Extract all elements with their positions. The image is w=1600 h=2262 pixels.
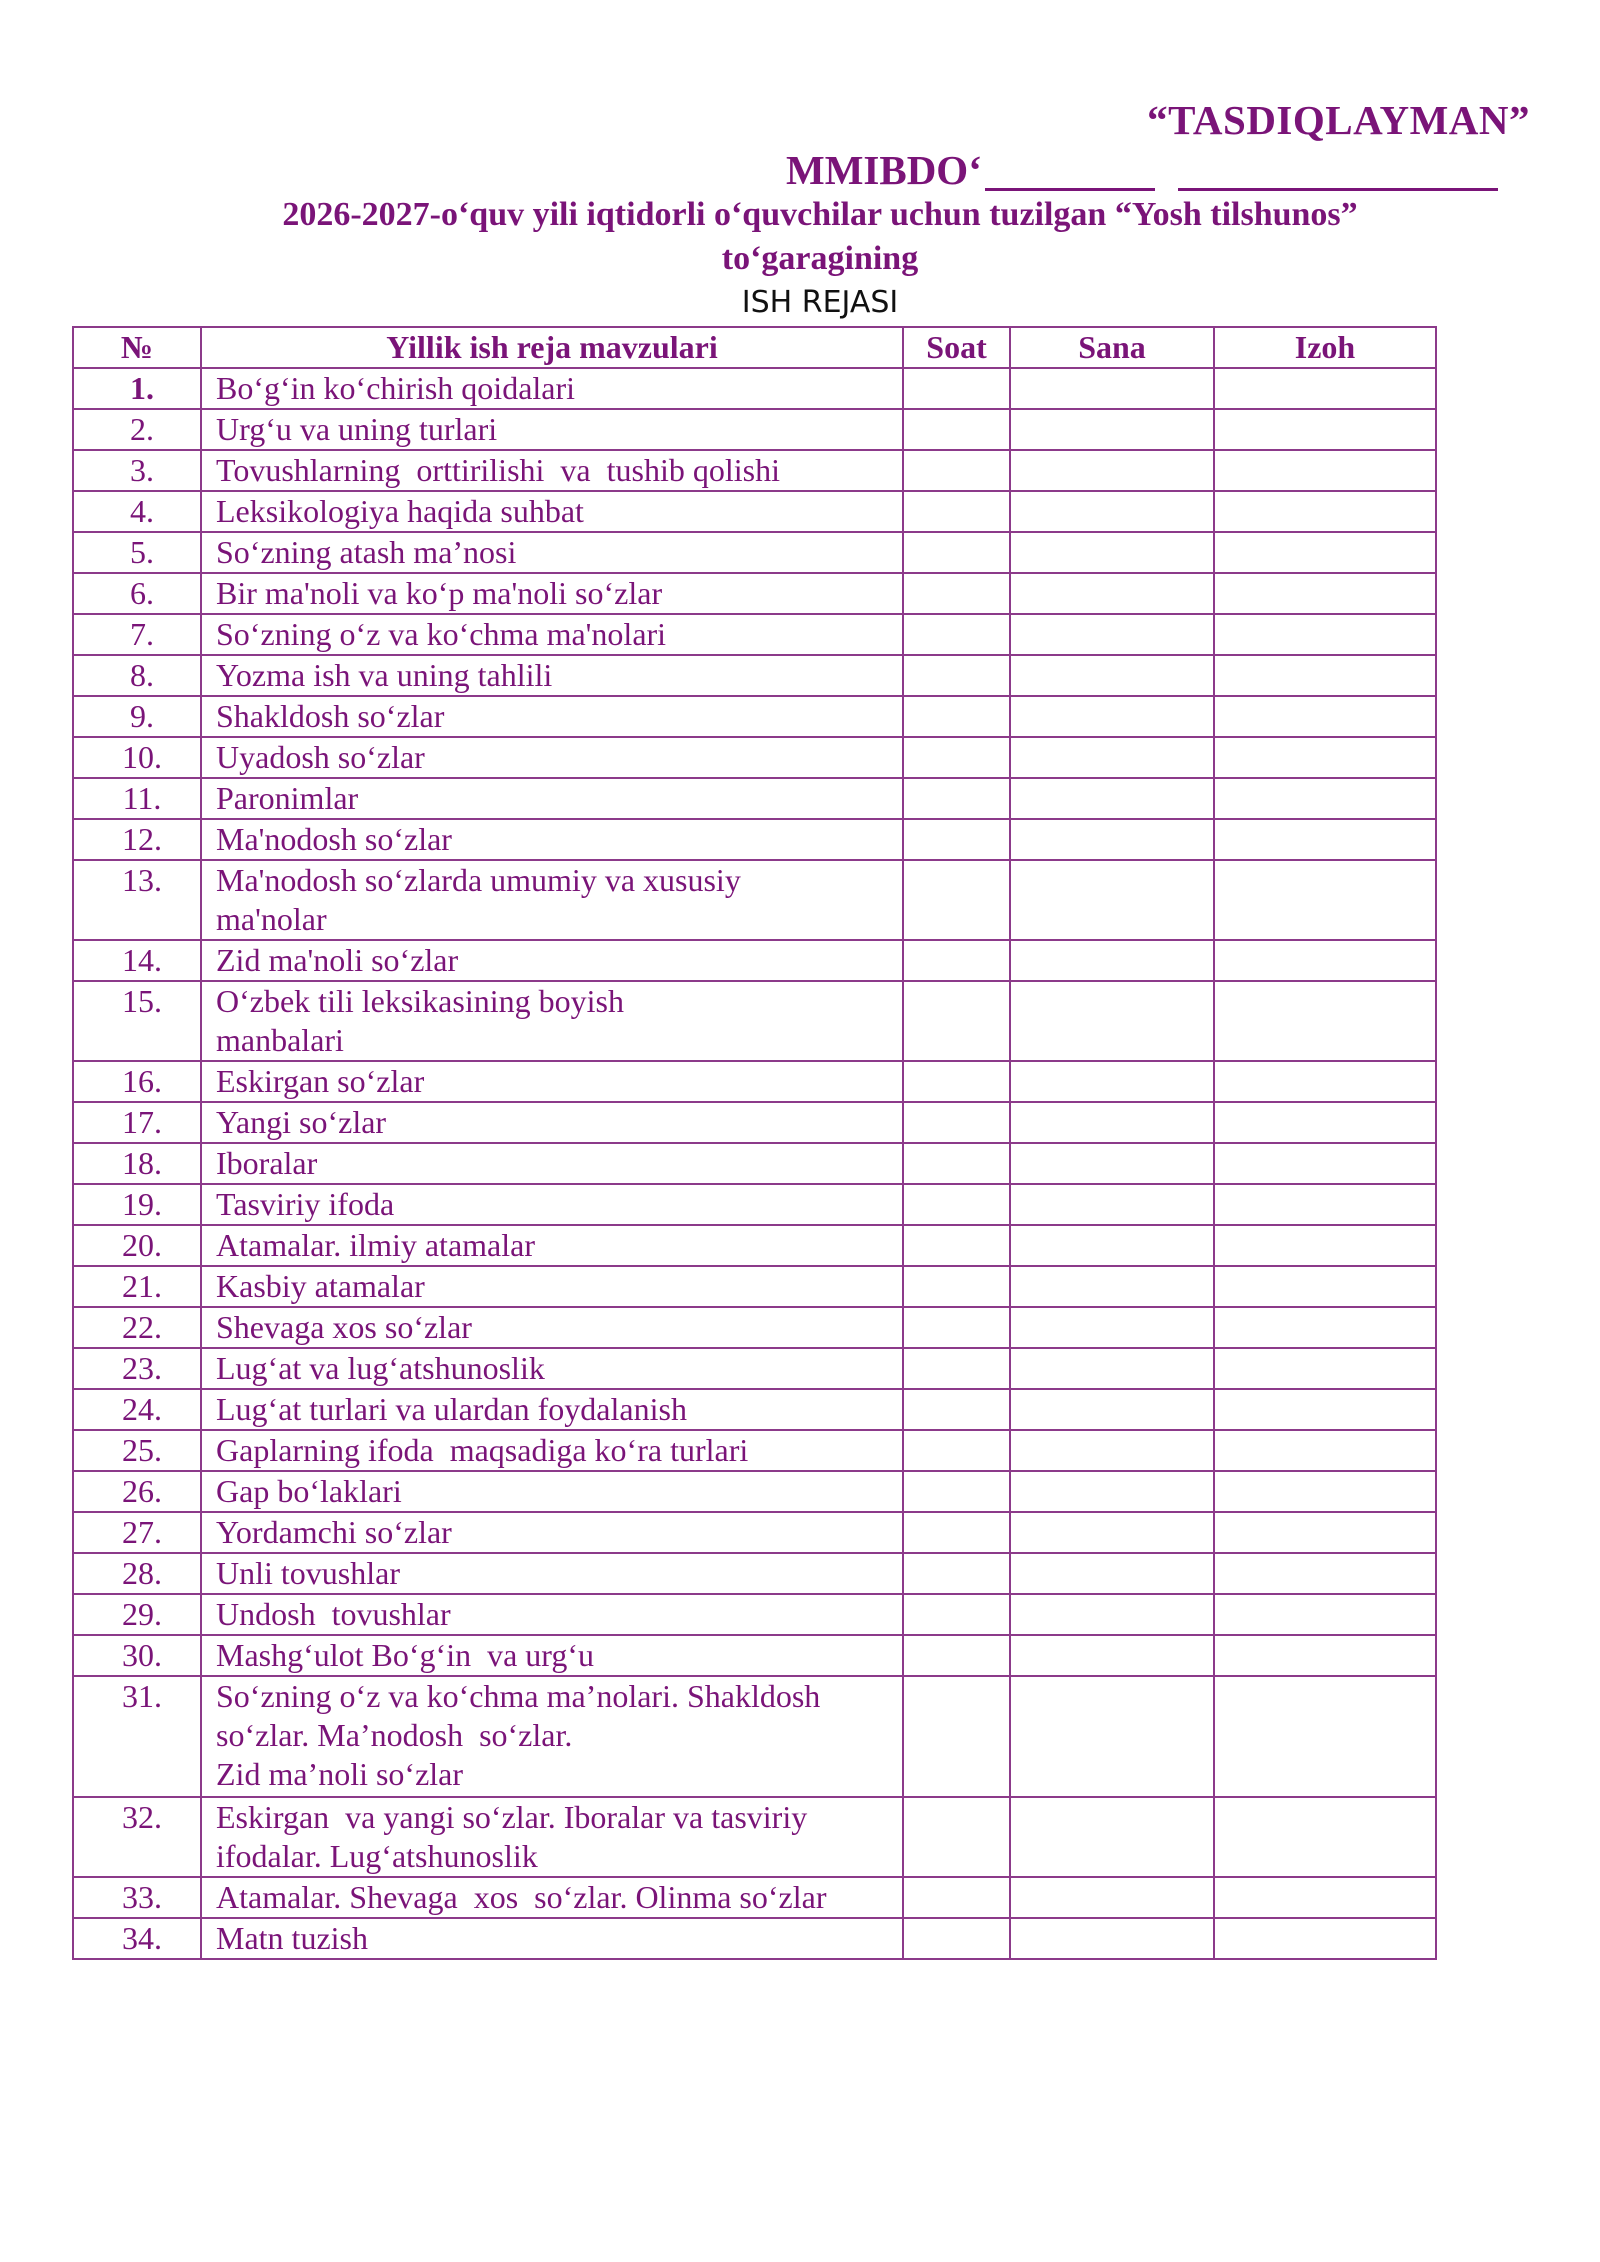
row-number: 8. [73,655,201,696]
table-row [73,1471,1436,1512]
topic-line: O‘zbek tili leksikasining boyish [216,983,624,1019]
hours-cell [903,614,1010,655]
row-number: 29. [73,1594,201,1635]
row-topic [201,1918,903,1959]
hours-cell [903,1553,1010,1594]
topic-line: So‘zning o‘z va ko‘chma ma’nolari. Shakldosh [216,1678,821,1714]
row-topic [201,1307,903,1348]
notes-cell [1214,1471,1436,1512]
row-topic [201,860,903,940]
row-topic [201,696,903,737]
date-cell [1010,1184,1214,1225]
notes-cell [1214,860,1436,940]
date-cell [1010,491,1214,532]
topic-line: ma'nolar [216,901,327,937]
hours-cell [903,981,1010,1061]
director-label: MMIBDO‘ [786,147,982,193]
notes-cell [1214,778,1436,819]
row-number: 19. [73,1184,201,1225]
date-cell [1010,1877,1214,1918]
date-cell [1010,819,1214,860]
date-cell [1010,778,1214,819]
hours-cell [903,1348,1010,1389]
table-row [73,1102,1436,1143]
topic-line: Matn tuzish [216,1920,368,1956]
date-cell [1010,1307,1214,1348]
row-number: 12. [73,819,201,860]
hours-cell [903,1266,1010,1307]
table-body [73,368,1436,1959]
date-cell [1010,1797,1214,1877]
topic-line: Ma'nodosh so‘zlar [216,821,452,857]
hours-cell [903,819,1010,860]
row-topic [201,1594,903,1635]
hours-cell [903,1471,1010,1512]
document-heading [140,193,1500,281]
hours-cell [903,1635,1010,1676]
row-topic [201,655,903,696]
date-cell [1010,532,1214,573]
row-topic [201,1225,903,1266]
row-topic [201,1797,903,1877]
row-number: 11. [73,778,201,819]
date-cell [1010,860,1214,940]
heading-line-2: to‘garagining [721,240,919,277]
notes-cell [1214,1184,1436,1225]
date-cell [1010,1471,1214,1512]
table-row [73,940,1436,981]
row-number: 4. [73,491,201,532]
table-row [73,1797,1436,1877]
date-cell [1010,1676,1214,1797]
topic-line: manbalari [216,1022,344,1058]
column-header-notes: Izoh [1214,327,1436,368]
notes-cell [1214,1877,1436,1918]
hours-cell [903,1430,1010,1471]
topic-line: Yangi so‘zlar [216,1104,387,1140]
row-number: 17. [73,1102,201,1143]
topic-line: ifodalar. Lug‘atshunoslik [216,1838,538,1874]
row-number: 1. [73,368,201,409]
hours-cell [903,737,1010,778]
table-row [73,1266,1436,1307]
approval-stamp-text: “TASDIQLAYMAN” [1147,97,1530,143]
table-row [73,1389,1436,1430]
row-topic [201,491,903,532]
table-row [73,1430,1436,1471]
notes-cell [1214,1594,1436,1635]
row-number: 31. [73,1676,201,1797]
hours-cell [903,1102,1010,1143]
row-number: 34. [73,1918,201,1959]
table-row [73,655,1436,696]
notes-cell [1214,940,1436,981]
topic-line: Lug‘at va lug‘atshunoslik [216,1350,545,1386]
hours-cell [903,1143,1010,1184]
notes-cell [1214,573,1436,614]
row-topic [201,1143,903,1184]
notes-cell [1214,1635,1436,1676]
topic-line: Mashg‘ulot Bo‘g‘in va urg‘u [216,1637,595,1673]
row-number: 16. [73,1061,201,1102]
hours-cell [903,532,1010,573]
row-topic [201,573,903,614]
topic-line: Urg‘u va uning turlari [216,411,498,447]
row-topic [201,368,903,409]
row-number: 24. [73,1389,201,1430]
row-topic [201,981,903,1061]
row-number: 26. [73,1471,201,1512]
topic-line: Paronimlar [216,780,359,816]
notes-cell [1214,1348,1436,1389]
notes-cell [1214,737,1436,778]
table-row [73,1877,1436,1918]
row-topic [201,532,903,573]
topic-line: Uyadosh so‘zlar [216,739,425,775]
topic-line: Yordamchi so‘zlar [216,1514,452,1550]
row-number: 13. [73,860,201,940]
table-row [73,532,1436,573]
date-cell [1010,940,1214,981]
notes-cell [1214,450,1436,491]
table-row [73,1594,1436,1635]
row-number: 28. [73,1553,201,1594]
date-cell [1010,655,1214,696]
table-row [73,1553,1436,1594]
row-topic [201,1266,903,1307]
topic-line: Kasbiy atamalar [216,1268,425,1304]
row-number: 32. [73,1797,201,1877]
topic-line: Tasviriy ifoda [216,1186,395,1222]
topic-line: Gap bo‘laklari [216,1473,402,1509]
date-cell [1010,1430,1214,1471]
topic-line: Bo‘g‘in ko‘chirish qoidalari [216,370,576,406]
table-row [73,614,1436,655]
topic-line: Zid ma'noli so‘zlar [216,942,459,978]
row-topic [201,737,903,778]
date-cell [1010,1102,1214,1143]
date-cell [1010,981,1214,1061]
row-number: 14. [73,940,201,981]
notes-cell [1214,1553,1436,1594]
row-number: 10. [73,737,201,778]
notes-cell [1214,1918,1436,1959]
notes-cell [1214,409,1436,450]
row-number: 7. [73,614,201,655]
row-number: 15. [73,981,201,1061]
row-topic [201,940,903,981]
table-row [73,1143,1436,1184]
hours-cell [903,1184,1010,1225]
notes-cell [1214,1307,1436,1348]
notes-cell [1214,1061,1436,1102]
topic-line: Ma'nodosh so‘zlarda umumiy va xususiy [216,862,741,898]
topic-line: Undosh tovushlar [216,1596,451,1632]
date-cell [1010,409,1214,450]
topic-line: Lug‘at turlari va ulardan foydalanish [216,1391,687,1427]
table-row [73,1348,1436,1389]
hours-cell [903,1797,1010,1877]
notes-cell [1214,1430,1436,1471]
row-number: 25. [73,1430,201,1471]
notes-cell [1214,1143,1436,1184]
row-number: 9. [73,696,201,737]
table-row [73,696,1436,737]
topic-line: So‘zning atash ma’nosi [216,534,517,570]
hours-cell [903,1877,1010,1918]
hours-cell [903,1389,1010,1430]
notes-cell [1214,981,1436,1061]
name-blank-line [1178,188,1498,191]
row-number: 2. [73,409,201,450]
hours-cell [903,450,1010,491]
hours-cell [903,696,1010,737]
row-topic [201,1877,903,1918]
table-row [73,409,1436,450]
notes-cell [1214,1389,1436,1430]
hours-cell [903,573,1010,614]
row-number: 5. [73,532,201,573]
row-topic [201,1512,903,1553]
hours-cell [903,778,1010,819]
hours-cell [903,491,1010,532]
topic-line: Unli tovushlar [216,1555,400,1591]
topic-line: Iboralar [216,1145,318,1181]
table-row [73,1676,1436,1797]
table-row [73,491,1436,532]
topic-line: Zid ma’noli so‘zlar [216,1756,464,1792]
row-number: 27. [73,1512,201,1553]
notes-cell [1214,1512,1436,1553]
date-cell [1010,1348,1214,1389]
date-cell [1010,696,1214,737]
table-row [73,1512,1436,1553]
column-header-topics: Yillik ish reja mavzulari [201,327,903,368]
table-row [73,860,1436,940]
row-topic [201,614,903,655]
table-row [73,778,1436,819]
row-number: 30. [73,1635,201,1676]
table-row [73,450,1436,491]
topic-line: Shevaga xos so‘zlar [216,1309,472,1345]
topic-line: Yozma ish va uning tahlili [216,657,553,693]
date-cell [1010,1635,1214,1676]
hours-cell [903,1225,1010,1266]
work-plan-table [72,326,1437,1960]
date-cell [1010,1918,1214,1959]
date-cell [1010,1225,1214,1266]
table-row [73,368,1436,409]
date-cell [1010,737,1214,778]
date-cell [1010,450,1214,491]
table-row [73,1307,1436,1348]
row-topic [201,819,903,860]
table-row [73,1918,1436,1959]
hours-cell [903,1061,1010,1102]
row-topic [201,1471,903,1512]
row-topic [201,1389,903,1430]
notes-cell [1214,819,1436,860]
date-cell [1010,1061,1214,1102]
row-topic [201,1553,903,1594]
notes-cell [1214,1266,1436,1307]
row-number: 18. [73,1143,201,1184]
row-number: 33. [73,1877,201,1918]
date-cell [1010,614,1214,655]
notes-cell [1214,696,1436,737]
notes-cell [1214,368,1436,409]
topic-line: Eskirgan so‘zlar [216,1063,425,1099]
date-cell [1010,573,1214,614]
table-row [73,981,1436,1061]
notes-cell [1214,532,1436,573]
notes-cell [1214,614,1436,655]
table-row [73,573,1436,614]
row-number: 23. [73,1348,201,1389]
table-row [73,1061,1436,1102]
topic-line: Eskirgan va yangi so‘zlar. Iboralar va tasviriy [216,1799,808,1835]
plan-title: ISH REJASI [741,285,899,320]
topic-line: Atamalar. Shevaga xos so‘zlar. Olinma so‘zlar [216,1879,827,1915]
hours-cell [903,1594,1010,1635]
hours-cell [903,368,1010,409]
table-row [73,737,1436,778]
topic-line: Shakldosh so‘zlar [216,698,445,734]
table-header-row [73,327,1436,368]
row-number: 21. [73,1266,201,1307]
column-header-date: Sana [1010,327,1214,368]
row-topic [201,1635,903,1676]
row-topic [201,778,903,819]
hours-cell [903,409,1010,450]
row-number: 6. [73,573,201,614]
notes-cell [1214,655,1436,696]
topic-line: Atamalar. ilmiy atamalar [216,1227,535,1263]
notes-cell [1214,491,1436,532]
hours-cell [903,860,1010,940]
notes-cell [1214,1102,1436,1143]
date-cell [1010,1143,1214,1184]
row-topic [201,1430,903,1471]
row-topic [201,409,903,450]
topic-line: Leksikologiya haqida suhbat [216,493,584,529]
topic-line: Bir ma'noli va ko‘p ma'noli so‘zlar [216,575,663,611]
topic-line: Tovushlarning orttirilishi va tushib qolishi [216,452,780,488]
notes-cell [1214,1676,1436,1797]
date-cell [1010,1512,1214,1553]
date-cell [1010,1594,1214,1635]
date-cell [1010,1266,1214,1307]
signature-blank-line [985,188,1155,191]
row-number: 3. [73,450,201,491]
row-topic [201,1676,903,1797]
notes-cell [1214,1225,1436,1266]
date-cell [1010,1389,1214,1430]
row-topic [201,1348,903,1389]
hours-cell [903,1512,1010,1553]
row-number: 20. [73,1225,201,1266]
notes-cell [1214,1797,1436,1877]
table-row [73,1225,1436,1266]
hours-cell [903,655,1010,696]
row-topic [201,1102,903,1143]
topic-line: Gaplarning ifoda maqsadiga ko‘ra turlari [216,1432,749,1468]
column-header-number: № [73,327,201,368]
row-topic [201,1061,903,1102]
hours-cell [903,1676,1010,1797]
hours-cell [903,1918,1010,1959]
date-cell [1010,368,1214,409]
date-cell [1010,1553,1214,1594]
topic-line: so‘zlar. Ma’nodosh so‘zlar. [216,1717,573,1753]
table-row [73,1184,1436,1225]
table-row [73,819,1436,860]
heading-line-1: 2026-2027-o‘quv yili iqtidorli o‘quvchilar uchun tuzilgan “Yosh tilshunos” [282,196,1358,233]
hours-cell [903,940,1010,981]
column-header-hours: Soat [903,327,1010,368]
table-row [73,1635,1436,1676]
topic-line: So‘zning o‘z va ko‘chma ma'nolari [216,616,667,652]
hours-cell [903,1307,1010,1348]
row-number: 22. [73,1307,201,1348]
row-topic [201,1184,903,1225]
row-topic [201,450,903,491]
